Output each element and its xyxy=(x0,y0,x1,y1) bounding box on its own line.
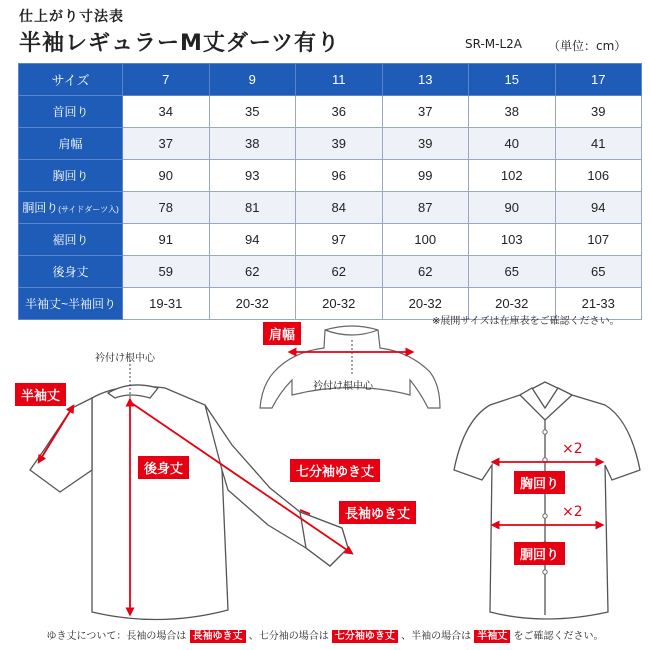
size-col: 7 xyxy=(123,64,210,96)
table-cell: 93 xyxy=(209,160,296,192)
table-cell: 21-33 xyxy=(555,288,642,320)
table-cell: 100 xyxy=(382,224,469,256)
unit-label: （単位：cm） xyxy=(548,39,627,53)
table-cell: 94 xyxy=(209,224,296,256)
table-cell: 65 xyxy=(469,256,556,288)
footer-text: ゆき丈について：長袖の場合は xyxy=(46,631,187,642)
size-col: 13 xyxy=(382,64,469,96)
table-cell: 106 xyxy=(555,160,642,192)
table-cell: 37 xyxy=(382,96,469,128)
three-quarter-sleeve-label: 七分袖ゆき丈 xyxy=(290,459,380,482)
table-cell: 102 xyxy=(469,160,556,192)
table-cell: 97 xyxy=(296,224,383,256)
table-cell: 87 xyxy=(382,192,469,224)
table-cell: 62 xyxy=(296,256,383,288)
row-label: 肩幅 xyxy=(19,128,123,160)
page-title: 半袖レギュラーM丈ダーツ有り xyxy=(19,31,341,56)
table-cell: 38 xyxy=(209,128,296,160)
back-length-label: 後身丈 xyxy=(138,456,189,479)
long-sleeve-label: 長袖ゆき丈 xyxy=(339,501,416,524)
size-col: 15 xyxy=(469,64,556,96)
table-cell: 37 xyxy=(123,128,210,160)
shoulder-width-label: 肩幅 xyxy=(263,322,301,345)
footer-text: 、七分袖の場合は xyxy=(248,631,329,642)
row-label: 胸回り xyxy=(19,160,123,192)
table-cell: 34 xyxy=(123,96,210,128)
table-cell: 39 xyxy=(296,128,383,160)
table-cell: 62 xyxy=(209,256,296,288)
stock-note: ※展開サイズは在庫表をご確認ください。 xyxy=(432,316,620,327)
footer-badge-short: 半袖丈 xyxy=(474,630,510,643)
table-cell: 36 xyxy=(296,96,383,128)
collar-center-label-back: 衿付け根中心 xyxy=(95,353,155,364)
table-cell: 99 xyxy=(382,160,469,192)
table-cell: 39 xyxy=(555,96,642,128)
times-two-waist: ×2 xyxy=(562,504,583,520)
row-label: 首回り xyxy=(19,96,123,128)
front-shirt-diagram xyxy=(454,382,640,619)
table-cell: 94 xyxy=(555,192,642,224)
table-cell: 90 xyxy=(123,160,210,192)
product-code: SR-M-L2A xyxy=(465,37,523,51)
times-two-chest: ×2 xyxy=(562,441,583,457)
waist-label: 胴回り xyxy=(514,542,565,565)
size-col: 11 xyxy=(296,64,383,96)
size-header-label: サイズ xyxy=(19,64,123,96)
table-cell: 20-32 xyxy=(382,288,469,320)
table-cell: 107 xyxy=(555,224,642,256)
table-cell: 38 xyxy=(469,96,556,128)
table-cell: 62 xyxy=(382,256,469,288)
table-cell: 90 xyxy=(469,192,556,224)
table-cell: 39 xyxy=(382,128,469,160)
footer-badge-long: 長袖ゆき丈 xyxy=(190,630,246,643)
row-label-main: 胴回り xyxy=(22,201,59,215)
footer-text: 、半袖の場合は xyxy=(401,631,472,642)
table-cell: 84 xyxy=(296,192,383,224)
table-cell: 35 xyxy=(209,96,296,128)
chest-label: 胸回り xyxy=(514,471,565,494)
size-col: 9 xyxy=(209,64,296,96)
size-col: 17 xyxy=(555,64,642,96)
table-cell: 81 xyxy=(209,192,296,224)
footer-badge-three-quarter: 七分袖ゆき丈 xyxy=(332,630,398,643)
table-cell: 91 xyxy=(123,224,210,256)
footer-text: をご確認ください。 xyxy=(513,631,604,642)
row-label: 後身丈 xyxy=(19,256,123,288)
row-label: 裾回り xyxy=(19,224,123,256)
table-cell: 40 xyxy=(469,128,556,160)
table-cell: 20-32 xyxy=(296,288,383,320)
row-label: 半袖丈~半袖回り xyxy=(19,288,123,320)
chart-subtitle: 仕上がり寸法表 xyxy=(19,9,124,25)
table-cell: 19-31 xyxy=(123,288,210,320)
table-cell: 20-32 xyxy=(469,288,556,320)
sleeve-length-note xyxy=(0,627,650,642)
row-label-note: (サイドダーツ入) xyxy=(58,205,119,214)
collar-center-label-top: 衿付け根中心 xyxy=(313,381,373,392)
table-cell: 96 xyxy=(296,160,383,192)
table-cell: 65 xyxy=(555,256,642,288)
table-cell: 41 xyxy=(555,128,642,160)
table-cell: 103 xyxy=(469,224,556,256)
table-cell: 78 xyxy=(123,192,210,224)
back-shirt-diagram xyxy=(30,385,348,620)
table-cell: 20-32 xyxy=(209,288,296,320)
table-cell: 59 xyxy=(123,256,210,288)
short-sleeve-label: 半袖丈 xyxy=(15,383,66,406)
